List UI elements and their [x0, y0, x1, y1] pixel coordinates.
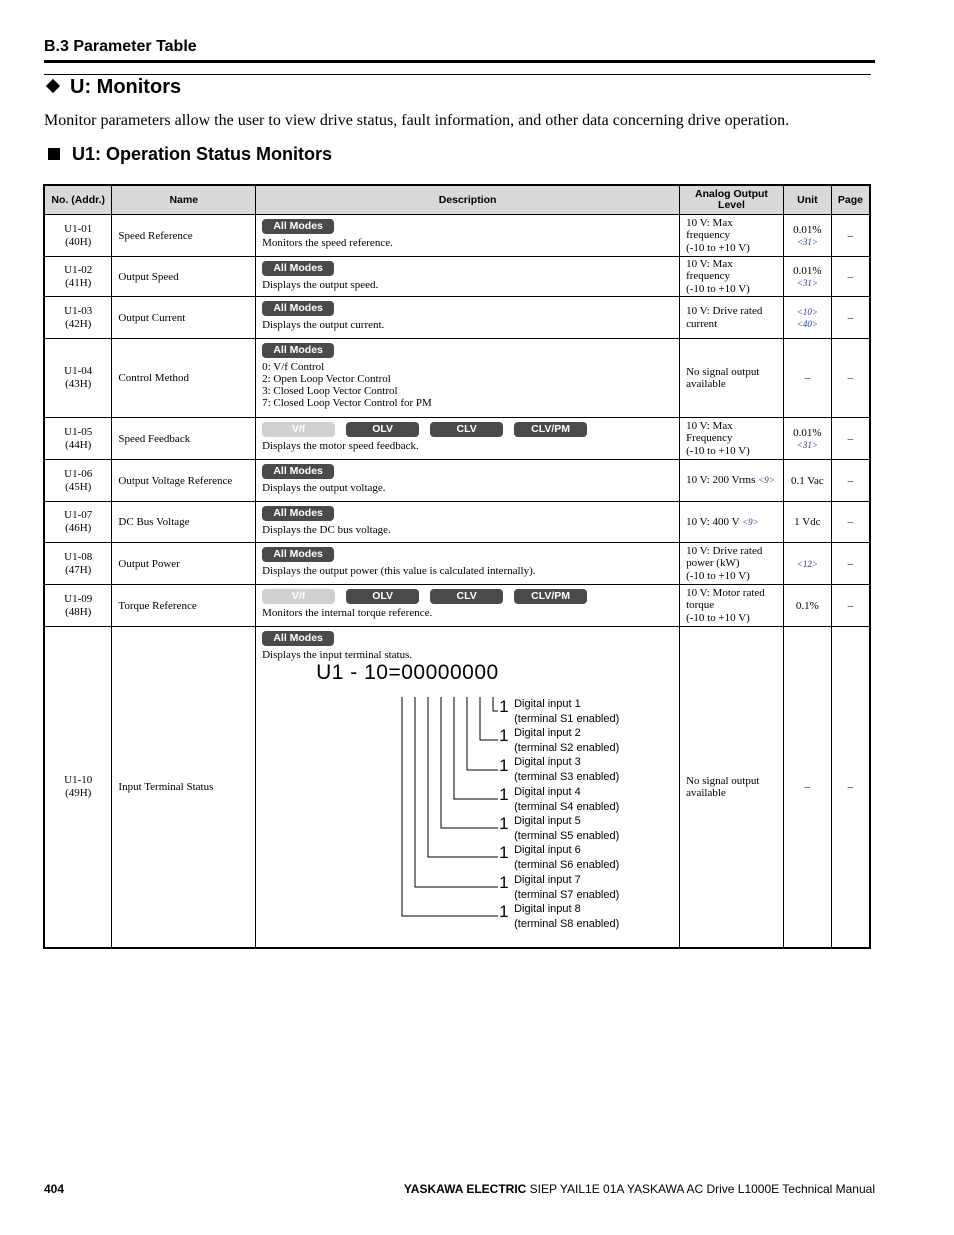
unit: 0.1% [783, 585, 831, 627]
digital-input-label-4: Digital input 4 (terminal S4 enabled) [514, 786, 620, 813]
mode-badge-all: All Modes [262, 464, 334, 479]
col-header-description: Description [256, 185, 680, 215]
col-header-unit: Unit [783, 185, 831, 215]
param-no: U1-04 (43H) [44, 339, 112, 418]
connector-line-1 [493, 697, 498, 711]
analog-output: 10 V: Drive rated current [680, 297, 784, 339]
connector-line-7 [415, 697, 498, 887]
param-description: All Modes Displays the output power (this value is calculated internally). [256, 543, 680, 585]
digital-input-label-5: Digital input 5 (terminal S5 enabled) [514, 815, 620, 842]
mode-badge-clvpm: CLV/PM [514, 422, 587, 437]
connector-line-5 [441, 697, 498, 828]
table-row [44, 543, 870, 585]
bit-one-1: 1 [499, 697, 509, 716]
col-header-name: Name [112, 185, 256, 215]
analog-output: 10 V: Max frequency (-10 to +10 V) [680, 215, 784, 257]
param-no: U1-01 (40H) [44, 215, 112, 257]
bit-one-2: 1 [499, 726, 509, 745]
mode-badge-clv: CLV [430, 589, 503, 604]
table-row [44, 460, 870, 502]
page-title [48, 76, 181, 99]
unit: – [783, 339, 831, 418]
col-header-page: Page [831, 185, 870, 215]
unit: – [783, 627, 831, 949]
header-rule-thin [44, 74, 871, 75]
mode-badge-all: All Modes [262, 301, 334, 316]
analog-output: No signal output available [680, 627, 784, 949]
bit-one-6: 1 [499, 843, 509, 862]
param-description: All Modes Displays the output current. [256, 297, 680, 339]
connector-line-8 [402, 697, 498, 916]
page-ref: – [831, 418, 870, 460]
page-ref: – [831, 543, 870, 585]
analog-output: 10 V: Motor rated torque (-10 to +10 V) [680, 585, 784, 627]
page-ref: – [831, 585, 870, 627]
param-no: U1-03 (42H) [44, 297, 112, 339]
param-no: U1-10 (49H) [44, 627, 112, 949]
page-title-text: U: Monitors [70, 76, 182, 98]
param-name: Output Current [112, 297, 256, 339]
param-description: V/f OLV CLV CLV/PM Displays the motor speed feedback. [256, 418, 680, 460]
table-row [44, 339, 870, 418]
table-row [44, 257, 870, 297]
mode-badge-vf-disabled: V/f [262, 422, 335, 437]
page-ref: – [831, 339, 870, 418]
mode-badge-all: All Modes [262, 219, 334, 234]
analog-output: 10 V: Max Frequency (-10 to +10 V) [680, 418, 784, 460]
table-row [44, 502, 870, 543]
analog-ref-link[interactable]: <9> [742, 516, 759, 527]
bit-one-8: 1 [499, 902, 509, 921]
param-name: Speed Feedback [112, 418, 256, 460]
unit: 0.01% <31> [783, 418, 831, 460]
page-ref: – [831, 257, 870, 297]
page-ref: – [831, 502, 870, 543]
intro-paragraph: Monitor parameters allow the user to view drive status, fault information, and other data concerning drive operation. [44, 112, 790, 129]
digital-input-label-3: Digital input 3 (terminal S3 enabled) [514, 756, 620, 783]
unit-ref-link[interactable]: <31> [796, 439, 818, 450]
col-header-no: No. (Addr.) [44, 185, 112, 215]
param-description: All Modes Displays the output voltage. [256, 460, 680, 502]
digital-input-label-6: Digital input 6 (terminal S6 enabled) [514, 844, 620, 871]
digital-input-label-7: Digital input 7 (terminal S7 enabled) [514, 874, 620, 901]
param-name: Input Terminal Status [112, 627, 256, 949]
table-header-row [44, 185, 870, 215]
analog-output: 10 V: 200 Vrms <9> [680, 460, 784, 502]
mode-badge-all: All Modes [262, 343, 334, 358]
table-row [44, 418, 870, 460]
bit-one-3: 1 [499, 756, 509, 775]
unit: 0.1 Vac [783, 460, 831, 502]
param-name: DC Bus Voltage [112, 502, 256, 543]
unit-ref-link[interactable]: <31> [796, 236, 818, 247]
mode-badge-all: All Modes [262, 261, 334, 276]
param-no: U1-02 (41H) [44, 257, 112, 297]
section-header: B.3 Parameter Table [44, 38, 197, 55]
page-ref: – [831, 627, 870, 949]
bit-one-7: 1 [499, 873, 509, 892]
analog-output: 10 V: Drive rated power (kW) (-10 to +10 V) [680, 543, 784, 585]
param-name: Output Power [112, 543, 256, 585]
input-terminal-diagram [262, 661, 662, 947]
unit [783, 297, 831, 339]
mode-badge-vf-disabled: V/f [262, 589, 335, 604]
param-description: V/f OLV CLV CLV/PM Monitors the internal torque reference. [256, 585, 680, 627]
table-row [44, 585, 870, 627]
page-ref: – [831, 460, 870, 502]
table-row [44, 297, 870, 339]
monitor-readout: U1 - 10=00000000 [316, 661, 499, 684]
param-description: All Modes Displays the DC bus voltage. [256, 502, 680, 543]
analog-output: 10 V: 400 V <9> [680, 502, 784, 543]
unit: 1 Vdc [783, 502, 831, 543]
unit: 0.01% <31> [783, 215, 831, 257]
param-description: All Modes Displays the input terminal status. U1 - 10=00000000 1 1 1 1 1 1 1 1 Digital input 1 (terminal S1 enabled) Digital input 2 (terminal S2 enabled) Digital input 3 (terminal S3 enabled) Digital input 4 (terminal S4 enabled) Digital input 5 (terminal S5 enabled) Digital input 6 (terminal S6 enabled) Digital input 7 (terminal S7 enabled) Digital input 8 (terminal S8 enabled) [256, 627, 680, 949]
analog-output: 10 V: Max frequency (-10 to +10 V) [680, 257, 784, 297]
unit: 0.01% <31> [783, 257, 831, 297]
analog-output: No signal output available [680, 339, 784, 418]
param-description: All Modes 0: V/f Control 2: Open Loop Vector Control 3: Closed Loop Vector Control 7: Closed Loop Vector Control for PM [256, 339, 680, 418]
page-number: 404 [44, 1182, 65, 1196]
mode-badge-clv: CLV [430, 422, 503, 437]
param-no: U1-06 (45H) [44, 460, 112, 502]
mode-badge-clvpm: CLV/PM [514, 589, 587, 604]
diamond-bullet-icon [46, 79, 60, 93]
digital-input-label-2: Digital input 2 (terminal S2 enabled) [514, 727, 620, 754]
param-name: Torque Reference [112, 585, 256, 627]
unit [783, 543, 831, 585]
mode-badge-all: All Modes [262, 631, 334, 646]
param-name: Control Method [112, 339, 256, 418]
digital-input-label-8: Digital input 8 (terminal S8 enabled) [514, 903, 620, 930]
page-ref: – [831, 215, 870, 257]
param-name: Speed Reference [112, 215, 256, 257]
connector-line-6 [428, 697, 498, 857]
unit-ref-link[interactable]: <12> [796, 558, 818, 569]
footer-brand: YASKAWA ELECTRIC [403, 1182, 527, 1196]
footer-doc: SIEP YAIL1E 01A YASKAWA AC Drive L1000E Technical Manual [526, 1182, 875, 1196]
table-row [44, 627, 870, 949]
param-name: Output Speed [112, 257, 256, 297]
param-no: U1-08 (47H) [44, 543, 112, 585]
mode-badge-all: All Modes [262, 506, 334, 521]
mode-badge-olv: OLV [346, 589, 419, 604]
param-no: U1-07 (46H) [44, 502, 112, 543]
unit-ref-link[interactable]: <31> [796, 277, 818, 288]
page-ref: – [831, 297, 870, 339]
parameter-table [43, 184, 871, 949]
header-rule [44, 60, 875, 63]
connector-line-4 [454, 697, 498, 799]
analog-ref-link[interactable]: <9> [758, 475, 775, 486]
param-name: Output Voltage Reference [112, 460, 256, 502]
param-description: All Modes Displays the output speed. [256, 257, 680, 297]
unit-ref-link[interactable]: <10> <40> [796, 306, 818, 329]
subsection-title [48, 144, 332, 165]
mode-badge-all: All Modes [262, 547, 334, 562]
connector-line-2 [480, 697, 498, 740]
footer-doc-title [404, 1182, 875, 1196]
bit-one-4: 1 [499, 785, 509, 804]
subsection-title-text: U1: Operation Status Monitors [72, 144, 333, 164]
param-description: All Modes Monitors the speed reference. [256, 215, 680, 257]
mode-badges [262, 589, 673, 604]
bit-one-5: 1 [499, 814, 509, 833]
mode-badges [262, 422, 673, 437]
digital-input-label-1: Digital input 1 (terminal S1 enabled) [514, 698, 620, 725]
mode-badge-olv: OLV [346, 422, 419, 437]
table-row [44, 215, 870, 257]
param-no: U1-05 (44H) [44, 418, 112, 460]
param-no: U1-09 (48H) [44, 585, 112, 627]
col-header-analog: Analog Output Level [680, 185, 784, 215]
square-bullet-icon [48, 148, 60, 160]
